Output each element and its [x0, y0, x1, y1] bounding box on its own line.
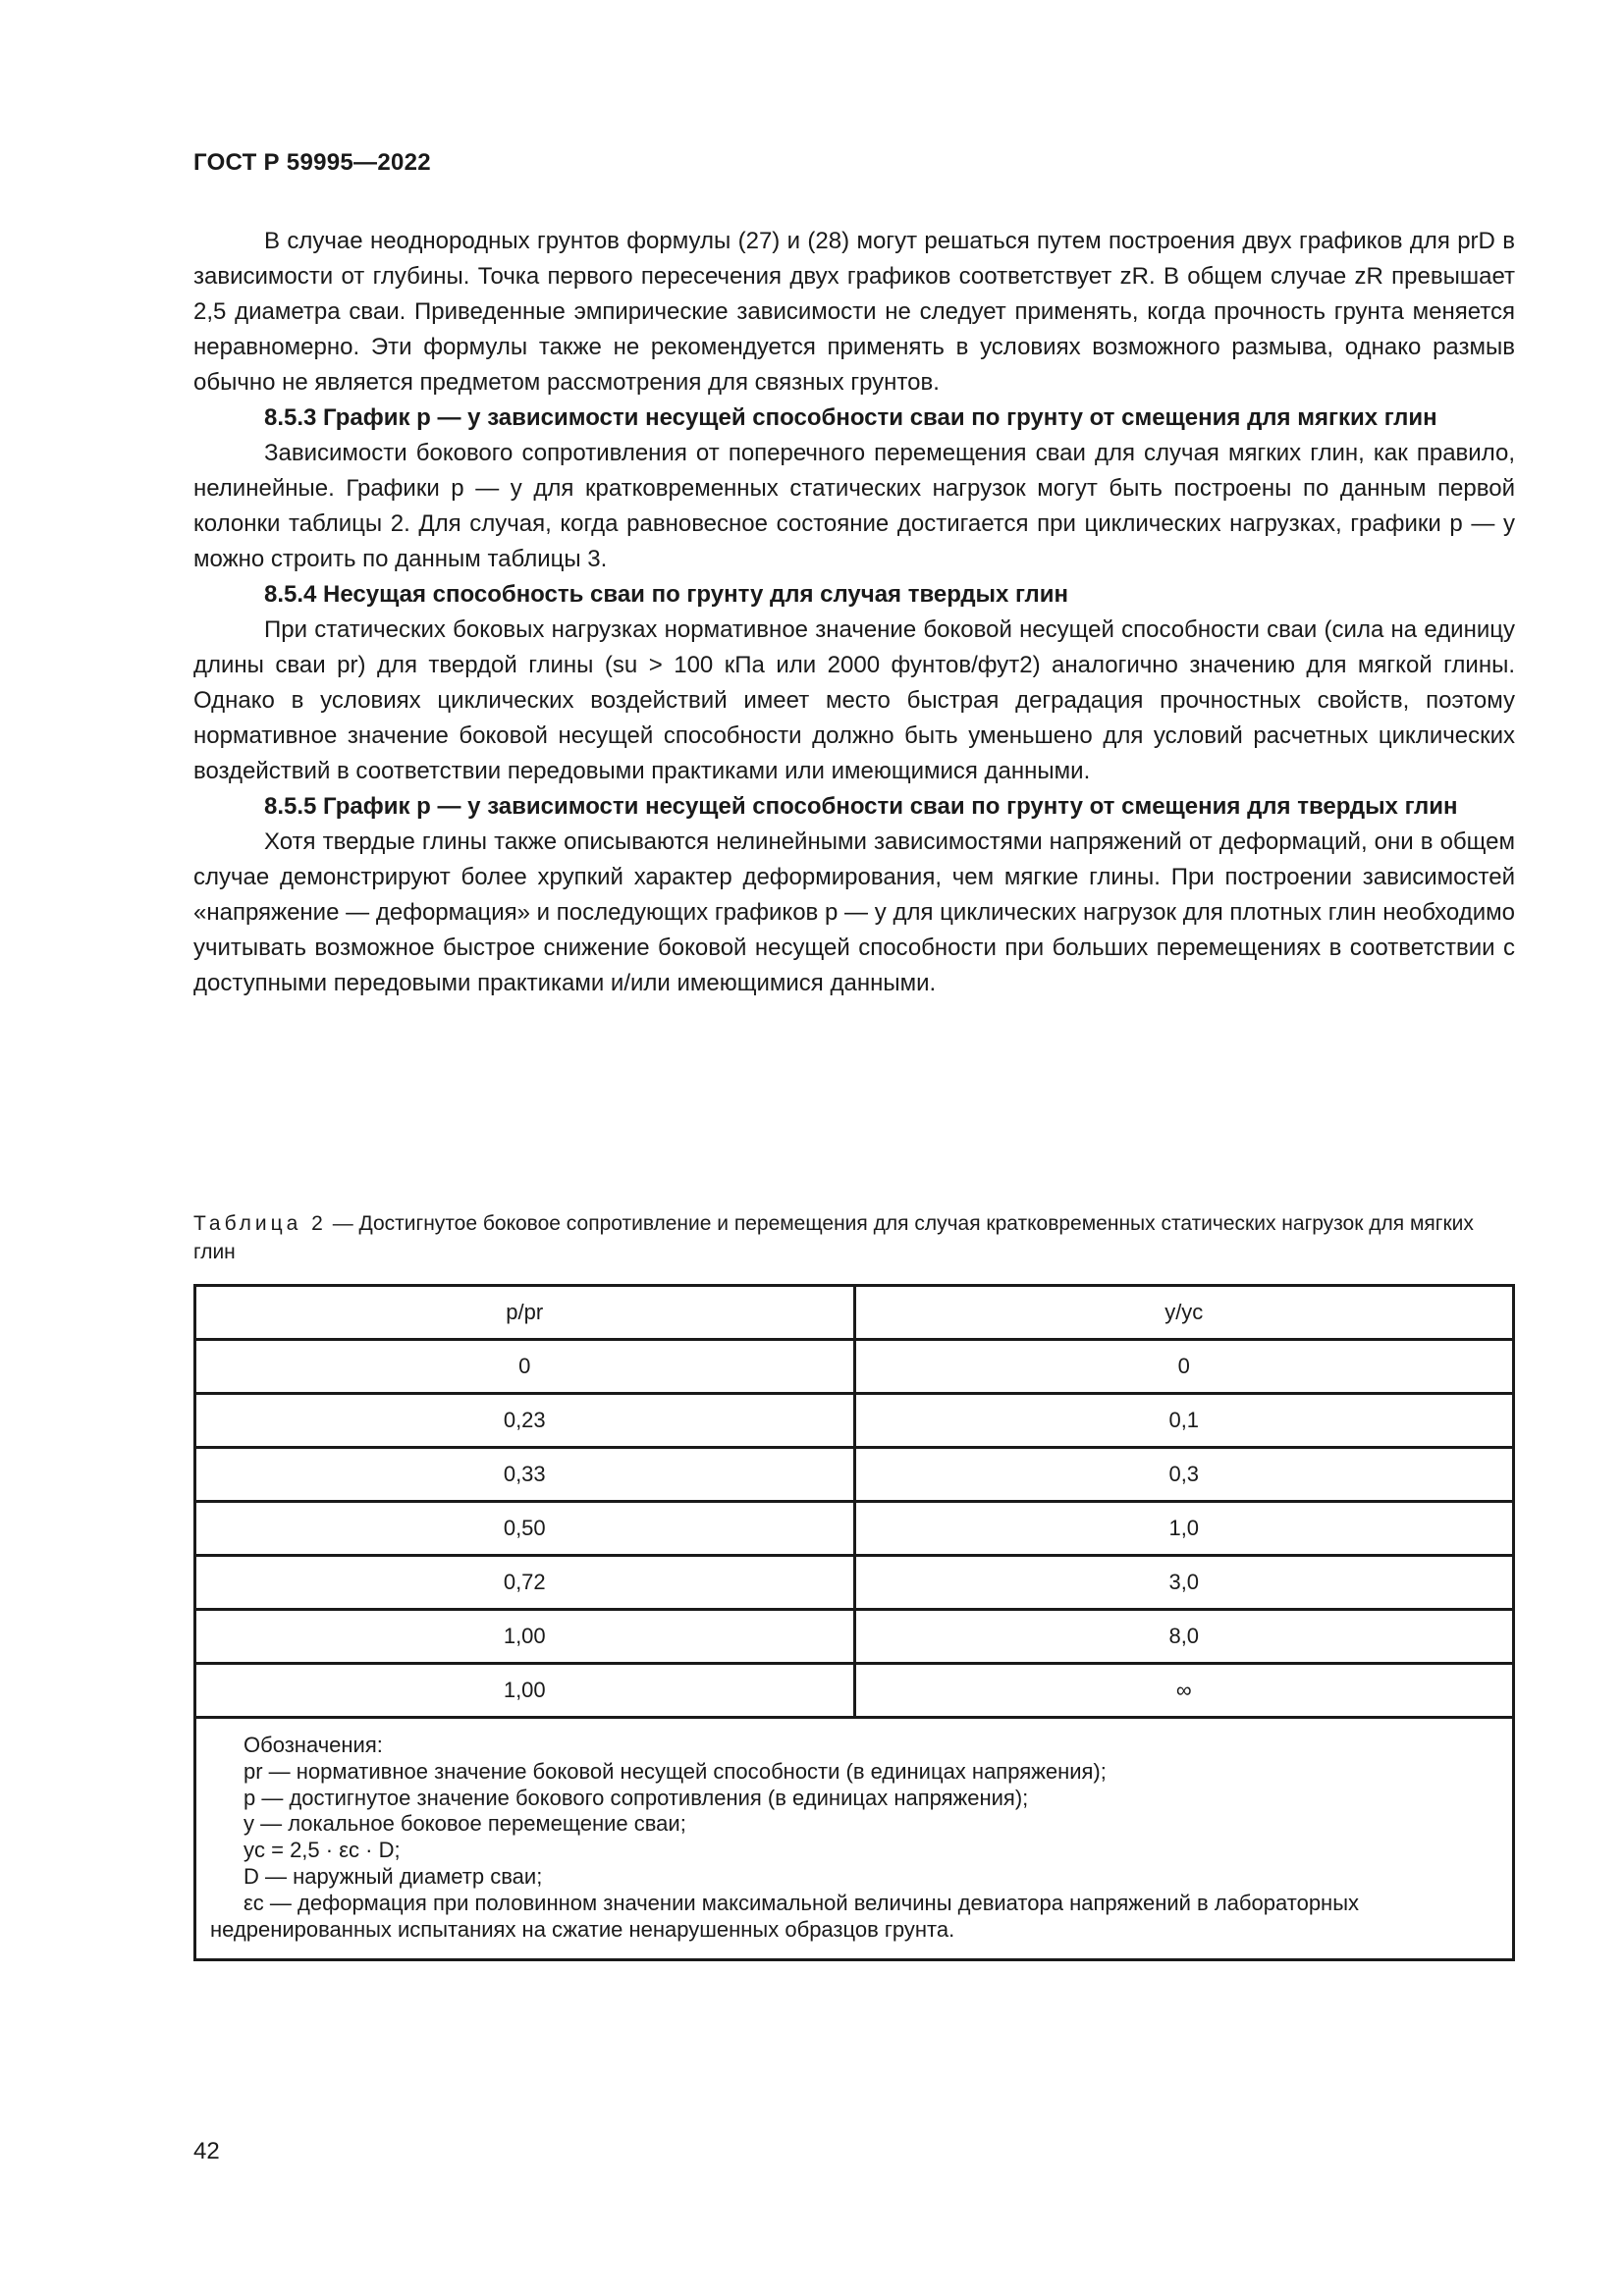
- note-d: D — наружный диаметр сваи;: [244, 1863, 543, 1889]
- paragraph-soft-clay: Зависимости бокового сопротивления от поперечного перемещения сваи для случая мягких глин, как правило, нелинейные. Графики p — y для кратковременных статических нагрузок могут быть построены по данным первой колонки таблицы 2. Для случая, когда равновесное состояние достигается при циклических нагрузках, графики p — y можно строить по данным таблицы 3.: [193, 440, 1515, 572]
- heading-8-5-5: 8.5.5 График p — y зависимости несущей способности сваи по грунту от смещения для твердых глин: [264, 793, 1458, 820]
- cell-y-yc: ∞: [854, 1664, 1514, 1718]
- document-header: ГОСТ Р 59995—2022: [193, 149, 431, 176]
- table-row: [195, 1340, 1514, 1394]
- cell-p-pr: 1,00: [195, 1664, 855, 1718]
- note-yc: yc = 2,5 · εc · D;: [244, 1838, 401, 1863]
- cell-p-pr: 0,33: [195, 1448, 855, 1502]
- cell-y-yc: 8,0: [854, 1610, 1514, 1664]
- body-text: [193, 224, 1515, 1001]
- table-row: [195, 1502, 1514, 1556]
- paragraph-intro: В случае неоднородных грунтов формулы (27) и (28) могут решаться путем построения двух графиков для prD в зависимости от глубины. Точка первого пересечения двух графиков соответствует zR. В общем случае zR превышает 2,5 диаметра сваи. Приведенные эмпирические зависимости не следует применять, когда прочность грунта меняется неравномерно. Эти формулы также не рекомендуется применять в условиях возможного размыва, однако размыв обычно не является предметом рассмотрения для связных грунтов.: [193, 228, 1515, 396]
- column-header-p-pr: p/pr: [195, 1286, 855, 1340]
- heading-8-5-4: 8.5.4 Несущая способность сваи по грунту для случая твердых глин: [264, 581, 1068, 608]
- cell-p-pr: 0,23: [195, 1394, 855, 1448]
- notes-title: Обозначения:: [244, 1733, 383, 1757]
- note-y: y — локальное боковое перемещение сваи;: [244, 1811, 686, 1837]
- table-row: [195, 1556, 1514, 1610]
- table-row: [195, 1448, 1514, 1502]
- table-notes-row: [195, 1718, 1514, 1960]
- table-row: [195, 1610, 1514, 1664]
- cell-y-yc: 3,0: [854, 1556, 1514, 1610]
- cell-y-yc: 0,1: [854, 1394, 1514, 1448]
- cell-p-pr: 1,00: [195, 1610, 855, 1664]
- table-notes: [195, 1718, 1514, 1960]
- cell-y-yc: 0: [854, 1340, 1514, 1394]
- cell-y-yc: 0,3: [854, 1448, 1514, 1502]
- heading-8-5-3: 8.5.3 График p — y зависимости несущей способности сваи по грунту от смещения для мягких глин: [264, 404, 1437, 431]
- page-number: 42: [193, 2138, 220, 2164]
- column-header-y-yc: y/yc: [854, 1286, 1514, 1340]
- table-row: [195, 1394, 1514, 1448]
- note-ec: εc — деформация при половинном значении максимальной величины девиатора напряжений в лабораторных недренированных испытаниях на сжатие ненарушенных образцов грунта.: [210, 1890, 1360, 1942]
- note-pr: pr — нормативное значение боковой несущей способности (в единицах напряжения);: [244, 1758, 1107, 1784]
- data-table: [193, 1284, 1515, 1961]
- cell-y-yc: 1,0: [854, 1502, 1514, 1556]
- table-caption-label: Таблица 2: [193, 1212, 327, 1235]
- table-caption-text: Достигнутое боковое сопротивление и перемещения для случая кратковременных статических нагрузок для мягких глин: [193, 1212, 1474, 1263]
- table-caption: Таблица 2 — Достигнутое боковое сопротивление и перемещения для случая кратковременных статических нагрузок для мягких глин: [193, 1212, 1474, 1263]
- table-row: [195, 1664, 1514, 1718]
- cell-p-pr: 0,50: [195, 1502, 855, 1556]
- table-header-row: [195, 1286, 1514, 1340]
- paragraph-stiff-clay-py: Хотя твердые глины также описываются нелинейными зависимостями напряжений от деформаций, они в общем случае демонстрируют более хрупкий характер деформирования, чем мягкие глины. При построении зависимостей «напряжение — деформация» и последующих графиков p — y для циклических нагрузок для плотных глин необходимо учитывать возможное быстрое снижение боковой несущей способности при больших перемещениях в соответствии с доступными передовыми практиками и/или имеющимися данными.: [193, 828, 1515, 996]
- cell-p-pr: 0,72: [195, 1556, 855, 1610]
- note-p: p — достигнутое значение бокового сопротивления (в единицах напряжения);: [244, 1785, 1029, 1810]
- cell-p-pr: 0: [195, 1340, 855, 1394]
- paragraph-stiff-clay-capacity: При статических боковых нагрузках нормативное значение боковой несущей способности сваи (сила на единицу длины сваи pr) для твердой глины (su > 100 кПа или 2000 фунтов/фут2) аналогично значению для мягкой глины. Однако в условиях циклических воздействий имеет место быстрая деградация прочностных свойств, поэтому нормативное значение боковой несущей способности должно быть уменьшено для условий расчетных циклических воздействий в соответствии передовыми практиками или имеющимися данными.: [193, 616, 1515, 784]
